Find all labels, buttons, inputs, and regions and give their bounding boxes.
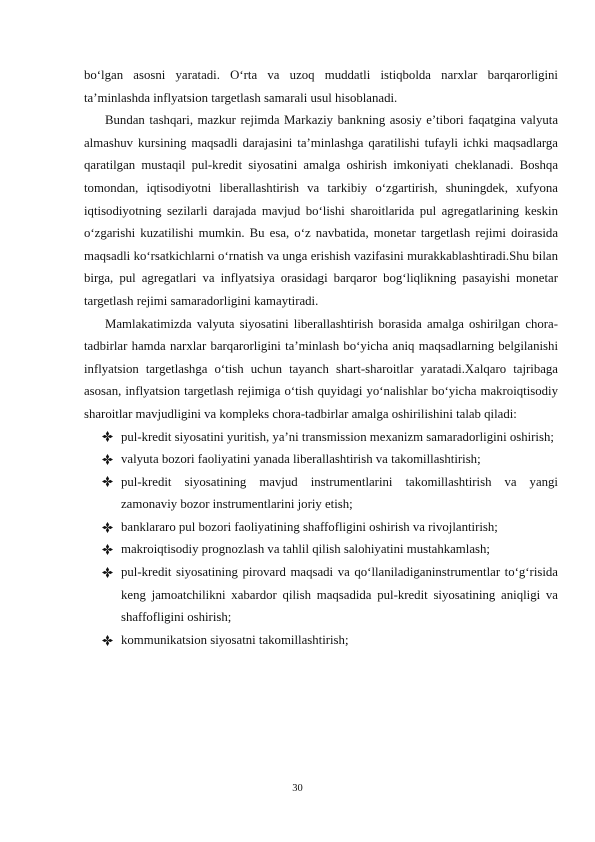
list-item-text: pul-kredit siyosatining mavjud instrumentlarini takomillashtirish va yangi zamonaviy bozor instrumentlarini joriy etish; [121, 474, 558, 512]
paragraph-1: bo‘lgan asosni yaratadi. O‘rta va uzoq muddatli istiqbolda narxlar barqarorligini ta’minlashda inflyatsion targetlash samarali usul hisoblanadi. [84, 68, 558, 105]
list-item [84, 471, 558, 516]
list-item [84, 538, 558, 561]
diamond-bullet-icon [100, 629, 114, 652]
list-item-text: makroiqtisodiy prognozlash va tahlil qilish salohiyatini mustahkamlash; [121, 542, 490, 557]
list-item [84, 561, 558, 629]
diamond-bullet-icon [100, 471, 114, 494]
list-item [84, 516, 558, 539]
paragraph-2: Bundan tashqari, mazkur rejimda Markaziy bankning asosiy e’tibori faqatgina valyuta almashuv kursining maqsadli darajasini ta’minlashga qaratilishi tufayli ichki maqsadlarga qaratilgan mustaqil pul-kredit siyosatini amalga oshirish imkoniyati cheklanadi. Boshqa tomondan, iqtisodiyotni liberallashtirish va tarkibiy o‘zgartirish, shuningdek, xufyona iqtisodiyotning sezilarli darajada mavjud bo‘lishi sharoitlarida pul agregatlarining keskin o‘zgarishi kuzatilishi mumkin. Bu esa, o‘z navbatida, monetar targetlash rejimi doirasida maqsadli ko‘rsatkichlarni o‘rnatish va unga erishish vazifasini murakkablashtiradi.Shu bilan birga, pul agregatlari va inflyatsiya orasidagi barqaror bog‘liqlikning pasayishi monetar targetlash rejimi samaradorligini kamaytiradi. [84, 113, 558, 308]
paragraph-3: Mamlakatimizda valyuta siyosatini liberallashtirish borasida amalga oshirilgan chora-tadbirlar hamda narxlar barqarorligini ta’minlash bo‘yicha aniq maqsadlarning belgilanishi inflyatsion targetlashga o‘tish uchun tayanch shart-sharoitlar yaratadi.Xalqaro tajribaga asosan, inflyatsion targetlash rejimiga o‘tish quyidagi yo‘nalishlar bo‘yicha makroiqtisodiy sharoitlar mavjudligini va kompleks chora-tadbirlar amalga oshirilishini talab qiladi: [84, 316, 558, 421]
list-item-text: pul-kredit siyosatini yuritish, ya’ni transmission mexanizm samaradorligini oshirish; [121, 429, 554, 444]
list-item-text: kommunikatsion siyosatni takomillashtirish; [121, 632, 349, 647]
diamond-bullet-icon [100, 448, 114, 471]
list-item-text: banklararo pul bozori faoliyatining shaffofligini oshirish va rivojlantirish; [121, 519, 498, 534]
page-body [84, 64, 558, 651]
diamond-bullet-icon [100, 538, 114, 561]
diamond-bullet-icon [100, 561, 114, 584]
diamond-bullet-icon [100, 426, 114, 449]
list-item-text: valyuta bozori faoliyatini yanada liberallashtirish va takomillashtirish; [121, 452, 481, 467]
page-number: 30 [292, 783, 303, 794]
list-item-text: pul-kredit siyosatining pirovard maqsadi va qo‘llaniladiganinstrumentlar to‘g‘risida keng jamoatchilikni xabardor qilish maqsadida pul-kredit siyosatining aniqligi va shaffofligini oshirish; [121, 565, 558, 625]
list-item [84, 629, 558, 652]
bullet-list [84, 426, 558, 652]
diamond-bullet-icon [100, 516, 114, 539]
list-item [84, 448, 558, 471]
list-item [84, 426, 558, 449]
